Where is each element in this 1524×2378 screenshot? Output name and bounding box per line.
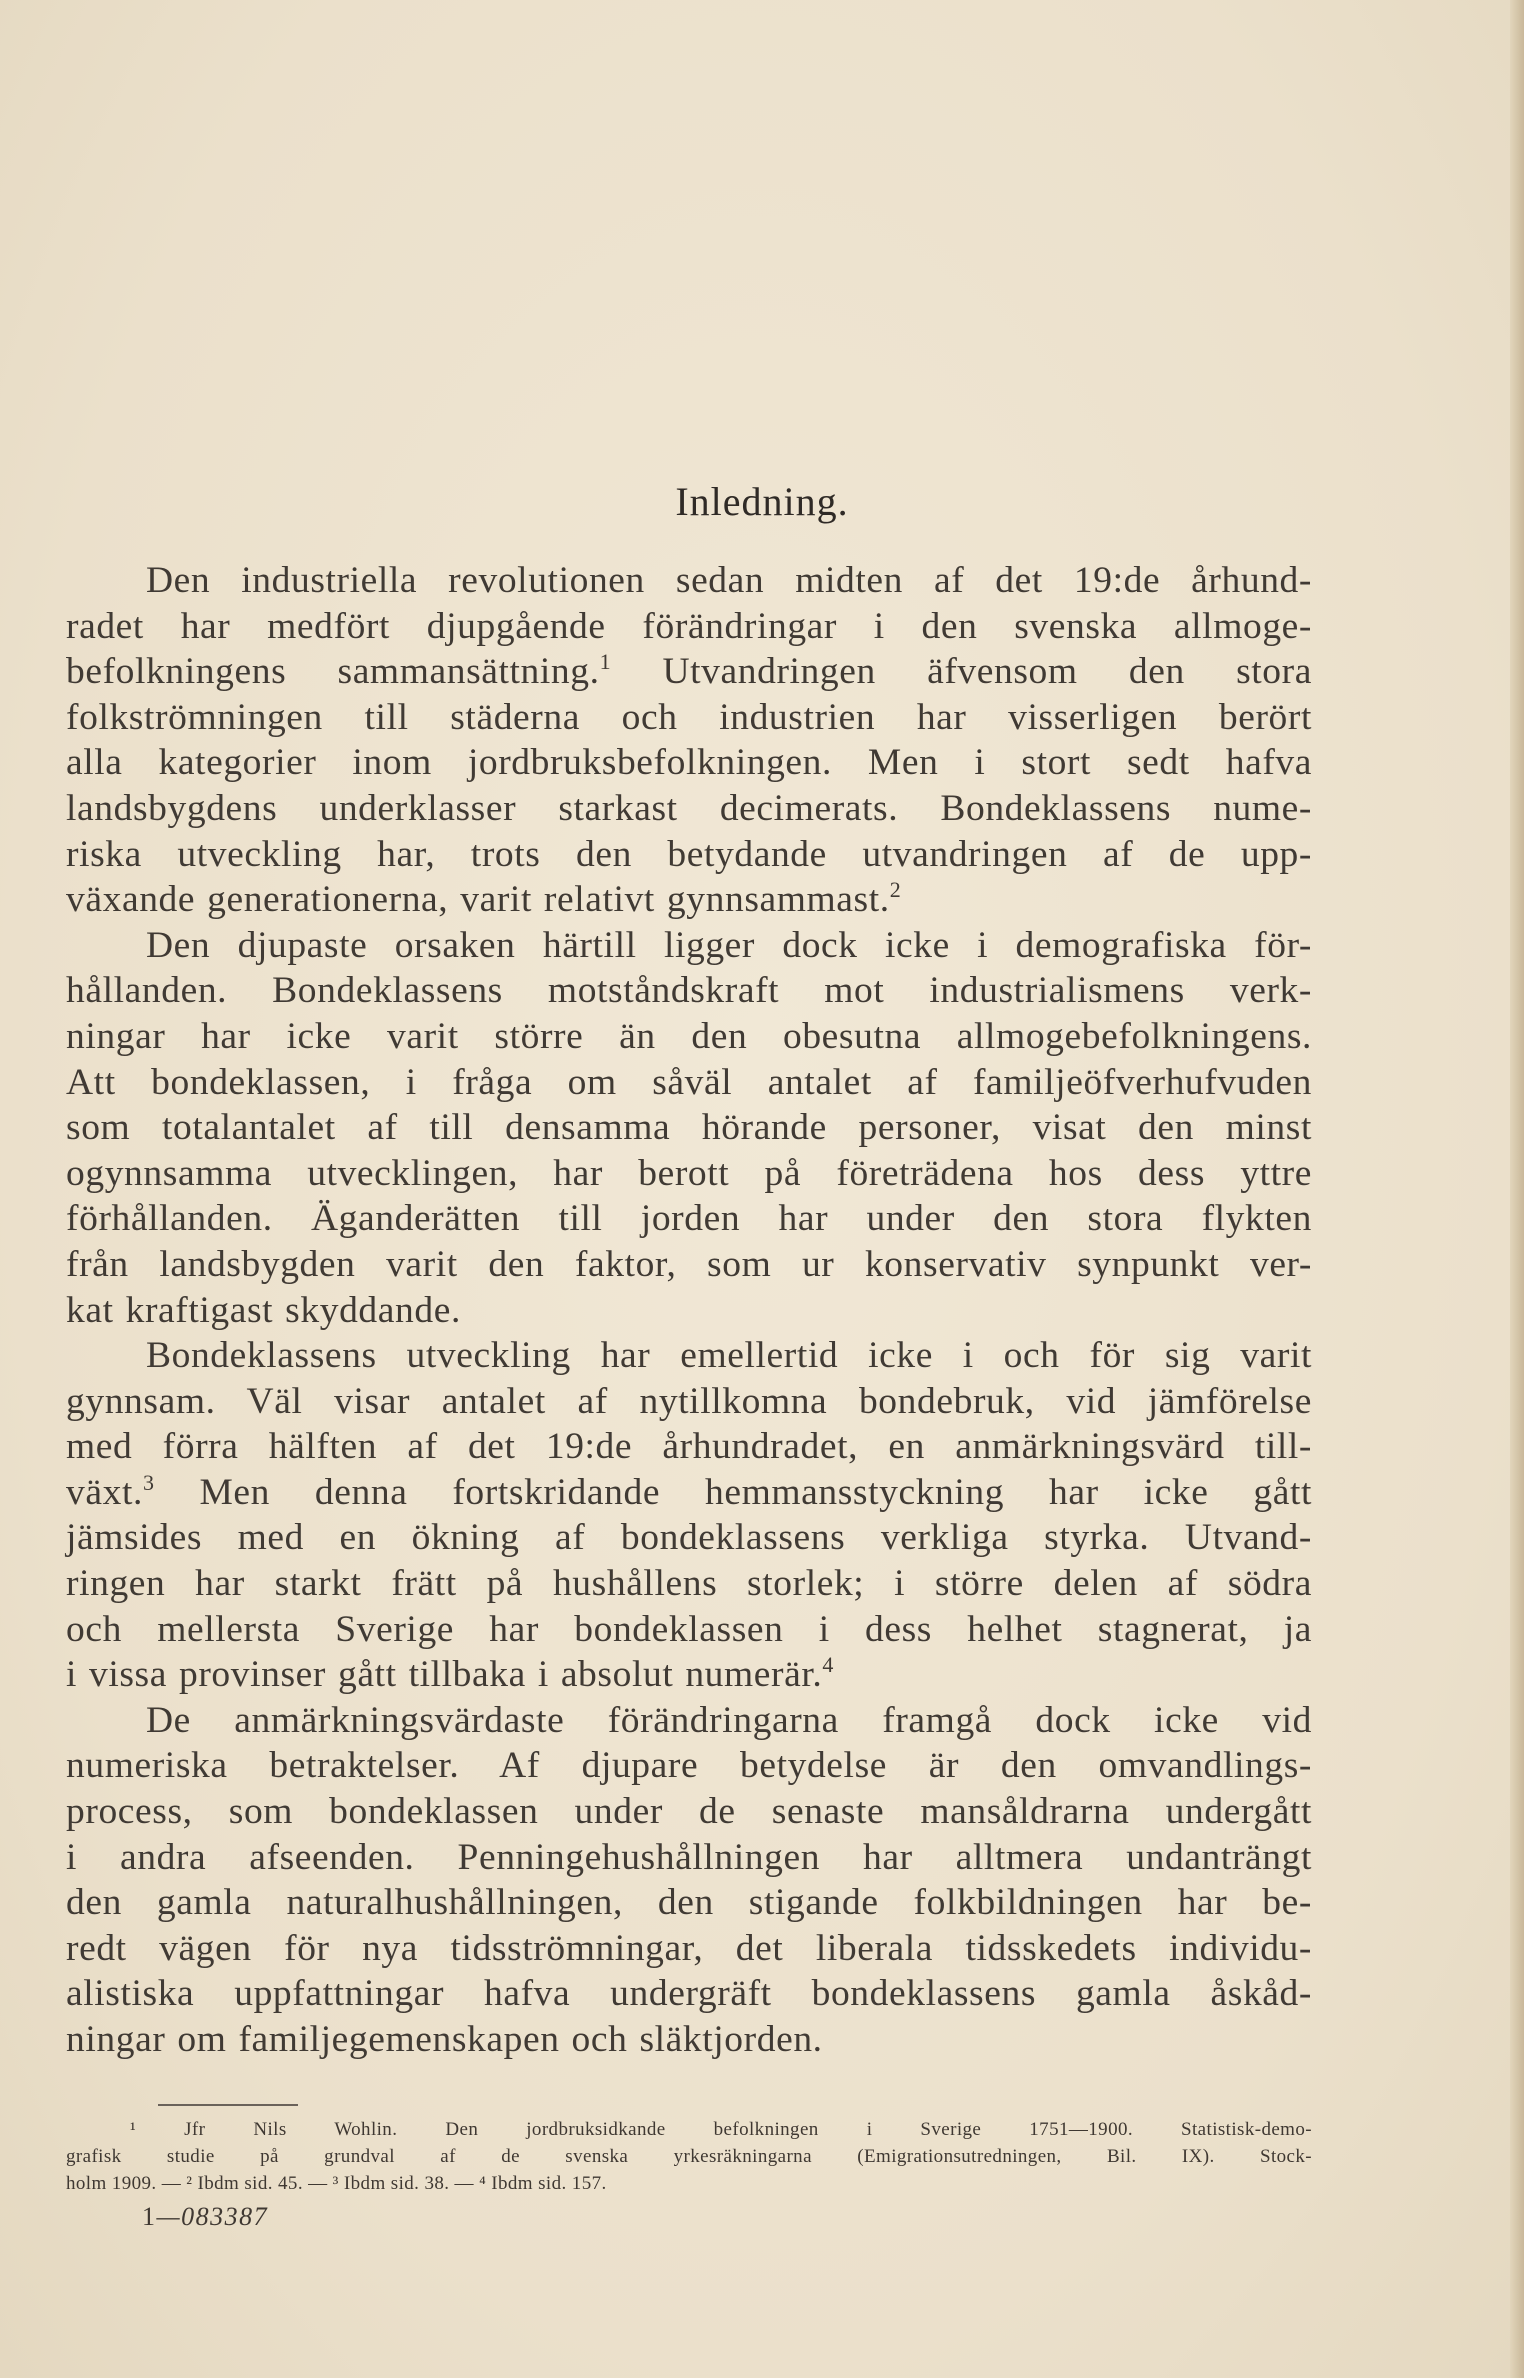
body-line — [66, 968, 1312, 1014]
footnote-ref: 3 — [142, 1469, 155, 1495]
body-line — [66, 1835, 1312, 1881]
body-line-text: och mellersta Sverige har bondeklassen i dess helhet stagnerat, ja — [66, 1608, 1312, 1650]
body-line-text: ningar har icke varit större än den obesutna allmogebefolkningens. — [66, 1015, 1312, 1057]
body-line-text: växt. — [66, 1471, 143, 1513]
body-line-text: jämsides med en ökning af bondeklassens verkliga styrka. Utvand- — [66, 1517, 1312, 1559]
body-line-text: från landsbygden varit den faktor, som ur konservativ synpunkt ver- — [66, 1243, 1312, 1285]
body-line-text: kat kraftigast skyddande. — [66, 1289, 461, 1331]
body-line — [66, 832, 1312, 878]
body-line-text: redt vägen för nya tidsströmningar, det liberala tidsskedets individu- — [66, 1927, 1312, 1969]
body-line-text: De anmärkningsvärdaste förändringarna framgå dock icke vid — [146, 1699, 1312, 1741]
body-line — [66, 1288, 1312, 1334]
body-line — [66, 1652, 1312, 1698]
body-line — [66, 1743, 1312, 1789]
body-line — [66, 1470, 1312, 1516]
body-line — [66, 1880, 1312, 1926]
body-line-text: riska utveckling har, trots den betydande utvandringen af de upp- — [66, 833, 1312, 875]
body-line-text: alistiska uppfattningar hafva undergräft bondeklassens gamla åskåd- — [66, 1973, 1312, 2015]
body-line — [66, 740, 1312, 786]
body-line — [66, 1971, 1312, 2017]
body-line-text-after: Utvandringen äfvensom den stora — [611, 651, 1312, 693]
footnote-line: ¹ Jfr Nils Wohlin. Den jordbruksidkande befolkningen i Sverige 1751—1900. Statistisk-demo- — [130, 2119, 1312, 2140]
body-line-text: alla kategorier inom jordbruksbefolkningen. Men i stort sedt hafva — [66, 742, 1312, 784]
body-line-text: ringen har starkt frätt på hushållens storlek; i större delen af södra — [66, 1563, 1312, 1605]
body-line — [66, 1014, 1312, 1060]
body-line — [66, 1789, 1312, 1835]
body-line — [66, 2017, 1312, 2063]
body-line-text: Att bondeklassen, i fråga om såväl antalet af familjeöfverhufvuden — [66, 1061, 1312, 1103]
body-line-text: Den industriella revolutionen sedan midten af det 19:de århund- — [146, 560, 1312, 601]
body-line — [66, 1060, 1312, 1106]
signature-code: —083387 — [156, 2202, 269, 2231]
body-line — [66, 1333, 1312, 1379]
body-line — [66, 1424, 1312, 1470]
body-line — [66, 1926, 1312, 1972]
body-line — [66, 1105, 1312, 1151]
footnote-rule — [158, 2104, 298, 2106]
body-line-text: landsbygdens underklasser starkast decimerats. Bondeklassens nume- — [66, 787, 1312, 829]
body-text — [66, 558, 1312, 2063]
body-line — [66, 1151, 1312, 1197]
body-line-text: befolkningens sammansättning. — [66, 651, 600, 693]
page-edge — [1510, 0, 1524, 2378]
footnote-ref: 1 — [599, 649, 612, 675]
body-line-text: med förra hälften af det 19:de århundradet, en anmärkningsvärd till- — [66, 1426, 1312, 1468]
body-line — [66, 1515, 1312, 1561]
body-line — [66, 923, 1312, 969]
body-line-text: Bondeklassens utveckling har emellertid icke i och för sig varit — [146, 1335, 1312, 1377]
body-line — [66, 558, 1312, 604]
body-line — [66, 604, 1312, 650]
body-line-text: process, som bondeklassen under de senaste mansåldrarna undergått — [66, 1791, 1312, 1833]
body-line-text: numeriska betraktelser. Af djupare betydelse är den omvandlings- — [66, 1745, 1312, 1787]
body-line-text: i andra afseenden. Penningehushållningen har alltmera undanträngt — [66, 1836, 1312, 1878]
body-line — [66, 1698, 1312, 1744]
body-line-text: hållanden. Bondeklassens motståndskraft mot industrialismens verk- — [66, 970, 1312, 1012]
body-line — [66, 695, 1312, 741]
body-line — [66, 1379, 1312, 1425]
footnote-line: holm 1909. — ² Ibdm sid. 45. — ³ Ibdm sid. 38. — ⁴ Ibdm sid. 157. — [66, 2173, 607, 2194]
body-line-text: som totalantalet af till densamma hörande personer, visat den minst — [66, 1107, 1312, 1149]
body-line — [66, 649, 1312, 695]
footnotes — [66, 2116, 1312, 2197]
body-line — [66, 1242, 1312, 1288]
body-line — [66, 1607, 1312, 1653]
footnote-ref: 2 — [889, 877, 902, 903]
body-line-text: folkströmningen till städerna och industrien har visserligen berört — [66, 696, 1312, 738]
chapter-heading: Inledning. — [675, 479, 849, 524]
signature-mark — [142, 2202, 268, 2232]
body-line — [66, 1196, 1312, 1242]
footnote-ref: 4 — [822, 1652, 834, 1678]
body-line-text: gynnsam. Väl visar antalet af nytillkomna bondebruk, vid jämförelse — [66, 1380, 1312, 1422]
body-line — [66, 877, 1312, 923]
footnote-line: grafisk studie på grundval af de svenska yrkesräkningarna (Emigrationsutredningen, Bil. IX). Stock- — [66, 2146, 1312, 2167]
body-line-text: den gamla naturalhushållningen, den stigande folkbildningen har be- — [66, 1882, 1312, 1924]
body-line — [66, 786, 1312, 832]
body-line-text-after: Men denna fortskridande hemmansstyckning har icke gått — [154, 1471, 1312, 1513]
body-line-text: växande generationerna, varit relativt gynnsammast. — [66, 879, 890, 921]
body-line-text: Den djupaste orsaken härtill ligger dock icke i demografiska för- — [146, 924, 1312, 966]
body-line-text: i vissa provinser gått tillbaka i absolut numerär. — [66, 1654, 823, 1696]
body-line-text: förhållanden. Äganderätten till jorden har under den stora flykten — [66, 1198, 1312, 1240]
signature-number: 1 — [142, 2202, 157, 2231]
body-line-text: ningar om familjegemenskapen och släktjorden. — [66, 2019, 823, 2060]
body-line-text: radet har medfört djupgående förändringar i den svenska allmoge- — [66, 605, 1312, 647]
body-line-text: ogynnsamma utvecklingen, har berott på företrädena hos dess yttre — [66, 1152, 1312, 1194]
body-line — [66, 1561, 1312, 1607]
